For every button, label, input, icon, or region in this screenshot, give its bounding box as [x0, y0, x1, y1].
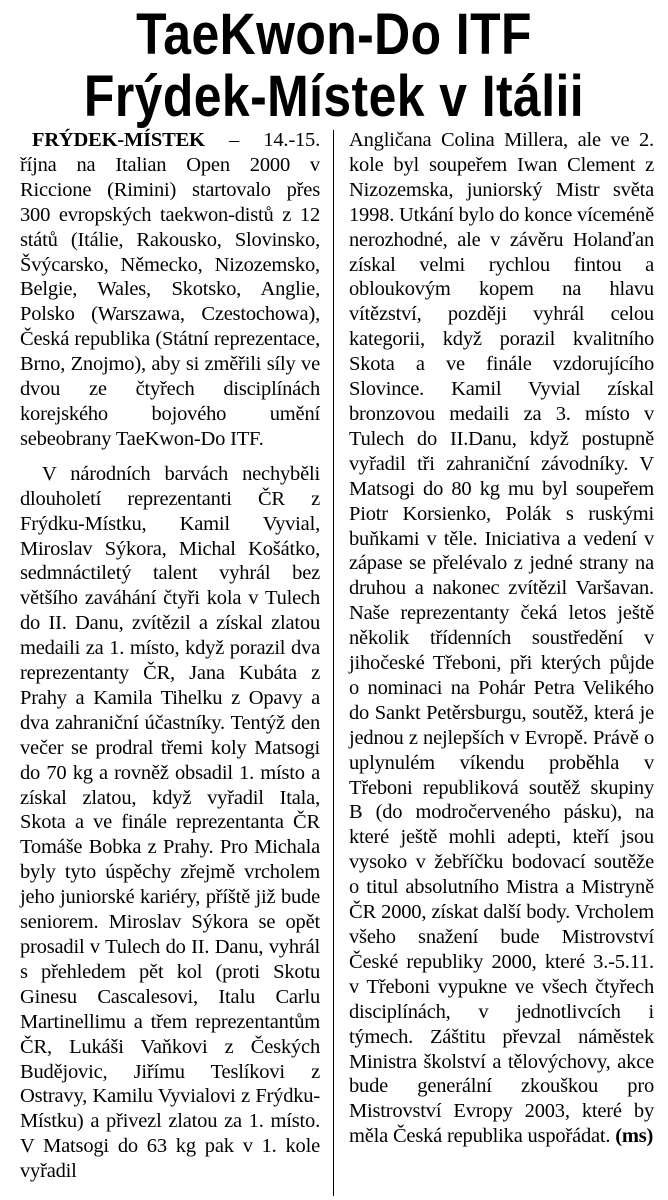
- right-column: [349, 128, 654, 1149]
- headline-line-1: TaeKwon-Do ITF: [136, 2, 532, 67]
- headline: [59, 4, 609, 128]
- dateline: FRÝDEK-MÍSTEK: [32, 129, 205, 151]
- left-column: [20, 128, 320, 1184]
- continued-text: Angličana Colina Millera, ale ve 2. kole byl soupeřem Iwan Clement z Nizozemska, juniorský Mistr světa 1998. Utkání bylo do konce víceméně nerozhodné, ale v závěru Holanďan získal velmi rychlou fintou a obloukovým kopem na hlavu vítězství, později vyhrál celou kategorii, když porazil kvalitního Skota a ve finále vzdorujícího Slovince. Kamil Vyvial získal bronzovou medaili za 3. místo v Tulech do II.Danu, když postupně vyřadil tři zahraniční závodníky. V Matsogi do 80 kg mu byl soupeřem Piotr Korsienko, Polák s ruskými buňkami v těle. Iniciativa a vedení v zápase se přelévalo z jedné strany na druhou a nakonec zvítězil Varšavan. Naše reprezentanty čeká letos ještě několik třídenních soustředění v jihočeské Třeboni, při kterých půjde o nominaci na Pohár Petra Velikého do Sankt Petěrsburgu, soutěž, která je jednou z nejlepších v Evropě. Právě o uplynulém víkendu proběhla v Třeboni republiková soutěž skupiny B (do modročerveného pásku), na které ještě mohli adepti, kteří jsou vysoko v žebříčku bodovací soutěže o titul absolutního Mistra a Mistryně ČR 2000, získat další body. Vrcholem všeho snažení bude Mistrovství České republiky 2000, které 3.-5.11. v Třeboni vypukne ve všech čtyřech disciplínách, v jednotlivcích i týmech. Záštitu převzal náměstek Ministra školství a tělovýchovy, akce bude generální zkouškou pro Mistrovství Evropy 2003, které by měla Česká republika uspořádat.: [349, 129, 654, 1148]
- intro-text: – 14.-15. října na Italian Open 2000 v Riccione (Rimini) startovalo přes 300 evropských taekwon-distů z 12 států (Itálie, Rakousko, Slovinsko, Švýcarsko, Německo, Nizozemsko, Belgie, Wales, Skotsko, Anglie, Polsko (Warszawa, Czestochowa), Česká republika (Státní reprezentace, Brno, Znojmo), aby si změřili síly ve dvou ze čtyřech disciplínách korejského bojového umění sebeobrany TaeKwon-Do ITF.: [20, 129, 320, 450]
- paragraph-intro: [20, 128, 320, 452]
- author-signature: (ms): [615, 1125, 654, 1148]
- paragraph-results: V národních barvách nechyběli dlouholetí reprezentanti ČR z Frýdku-Místku, Kamil Vyvial, Miroslav Sýkora, Michal Košátko, sedmnáctiletý talent vyhrál bez většího zaváhání čtyři kola v Tulech do II. Danu, zvítězil a získal zlatou medaili za 1. místo, když porazil dva reprezentanty ČR, Jana Kubáta z Prahy a Kamila Tihelku z Opavy a dva zahraniční účastníky. Tentýž den večer se prodral třemi koly Matsogi do 70 kg a rovněž obsadil 1. místo a získal zlatou, když vyřadil Itala, Skota a ve finále reprezentanta ČR Tomáše Bobka z Prahy. Pro Michala byly tyto úspěchy zřejmě vrcholem jeho juniorské kariéry, příště již bude seniorem. Miroslav Sýkora se opět prosadil v Tulech do II. Danu, vyhrál s přehledem pět kol (proti Skotu Ginesu Cascalesovi, Italu Carlu Martinellimu a třem reprezentantům ČR, Lukáši Vaňkovi z Českých Budějovic, Jiřímu Teslíkovi z Ostravy, Kamilu Vyvialovi z Frýdku-Místku) a přivezl zlatou za 1. místo. V Matsogi do 63 kg pak v 1. kole vyřadil: [20, 462, 320, 1183]
- headline-line-2: Frýdek-Místek v Itálii: [83, 64, 585, 129]
- column-divider: [333, 130, 334, 1196]
- paragraph-continued: [349, 128, 654, 1149]
